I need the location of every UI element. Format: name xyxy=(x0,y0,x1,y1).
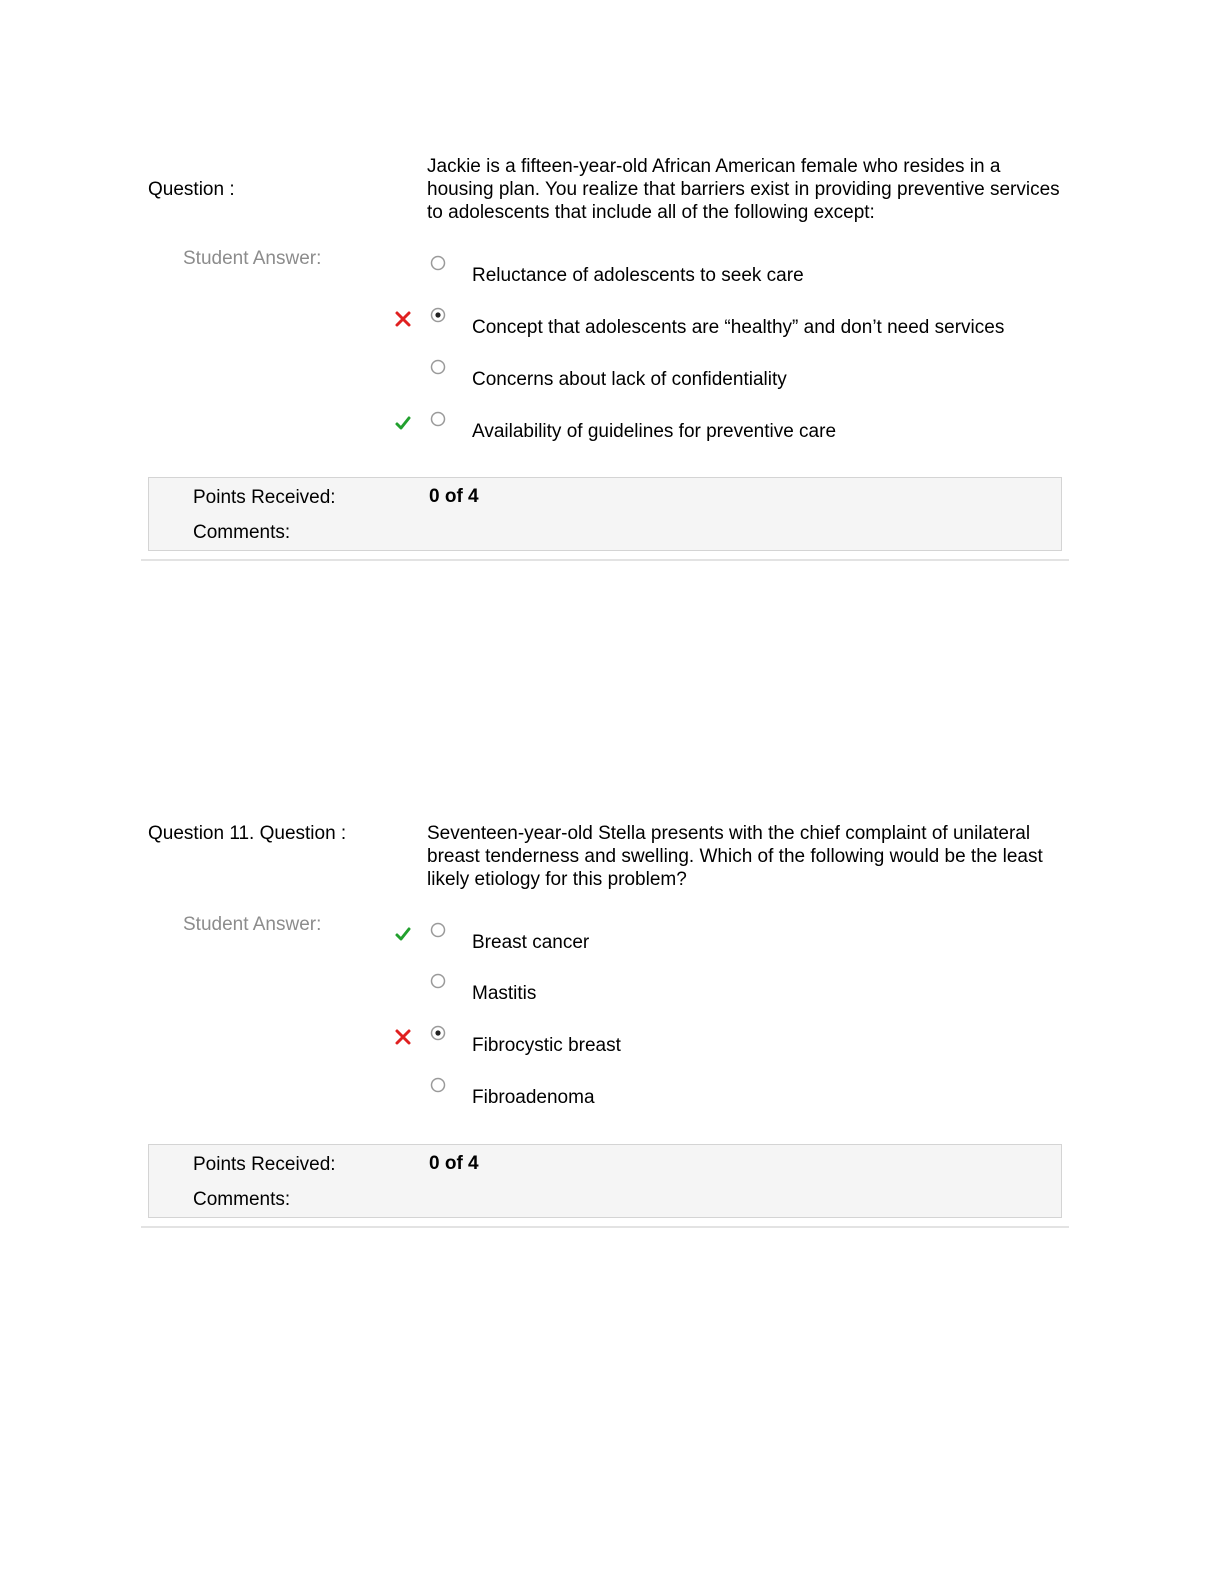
question-label: Question 11. Question : xyxy=(148,823,347,844)
incorrect-x-icon xyxy=(394,310,412,328)
answer-option-text: Reluctance of adolescents to seek care xyxy=(472,265,804,286)
radio-selected-icon[interactable] xyxy=(429,1024,447,1042)
radio-unselected-icon[interactable] xyxy=(429,358,447,376)
points-received-label: Points Received: xyxy=(193,487,336,508)
points-received-label: Points Received: xyxy=(193,1154,336,1175)
points-panel xyxy=(148,1144,1062,1218)
answer-option-text: Breast cancer xyxy=(472,932,590,953)
answer-option-text: Concept that adolescents are “healthy” and don’t need services xyxy=(472,317,1005,338)
answer-option xyxy=(390,976,1090,1016)
incorrect-x-icon xyxy=(394,1028,412,1046)
student-answer-label: Student Answer: xyxy=(183,914,322,935)
answer-option-text: Mastitis xyxy=(472,983,537,1004)
points-received-value: 0 of 4 xyxy=(429,1153,479,1174)
points-received-value: 0 of 4 xyxy=(429,486,479,507)
radio-unselected-icon[interactable] xyxy=(429,254,447,272)
comments-label: Comments: xyxy=(193,1189,291,1210)
answer-option xyxy=(390,1080,1090,1120)
question-text: Seventeen-year-old Stella presents with the chief complaint of unilateral breast tenderness and swelling. Which of the following would be the least likely etiology for this problem? xyxy=(427,823,1043,890)
question-label: Question : xyxy=(148,179,235,200)
points-panel xyxy=(148,477,1062,551)
answer-option xyxy=(390,1028,1090,1068)
question-text: Jackie is a fifteen-year-old African American female who resides in a housing plan. You realize that barriers exist in providing preventive services to adolescents that include all of the following except: xyxy=(427,156,1060,223)
question-divider xyxy=(141,1226,1069,1228)
radio-unselected-icon[interactable] xyxy=(429,410,447,428)
student-answer-label: Student Answer: xyxy=(183,248,322,269)
radio-unselected-icon[interactable] xyxy=(429,921,447,939)
answer-option-text: Fibrocystic breast xyxy=(472,1035,621,1056)
correct-check-icon xyxy=(394,414,412,432)
answer-option-text: Availability of guidelines for preventive care xyxy=(472,421,837,442)
answer-option xyxy=(390,414,1090,454)
question-divider xyxy=(141,559,1069,561)
correct-check-icon xyxy=(394,925,412,943)
answer-option-text: Concerns about lack of confidentiality xyxy=(472,369,787,390)
answer-option xyxy=(390,925,1090,965)
comments-label: Comments: xyxy=(193,522,291,543)
answer-option xyxy=(390,362,1090,402)
radio-unselected-icon[interactable] xyxy=(429,972,447,990)
radio-selected-icon[interactable] xyxy=(429,306,447,324)
radio-unselected-icon[interactable] xyxy=(429,1076,447,1094)
answer-option xyxy=(390,310,1090,350)
answer-option-text: Fibroadenoma xyxy=(472,1087,595,1108)
answer-option xyxy=(390,258,1090,298)
